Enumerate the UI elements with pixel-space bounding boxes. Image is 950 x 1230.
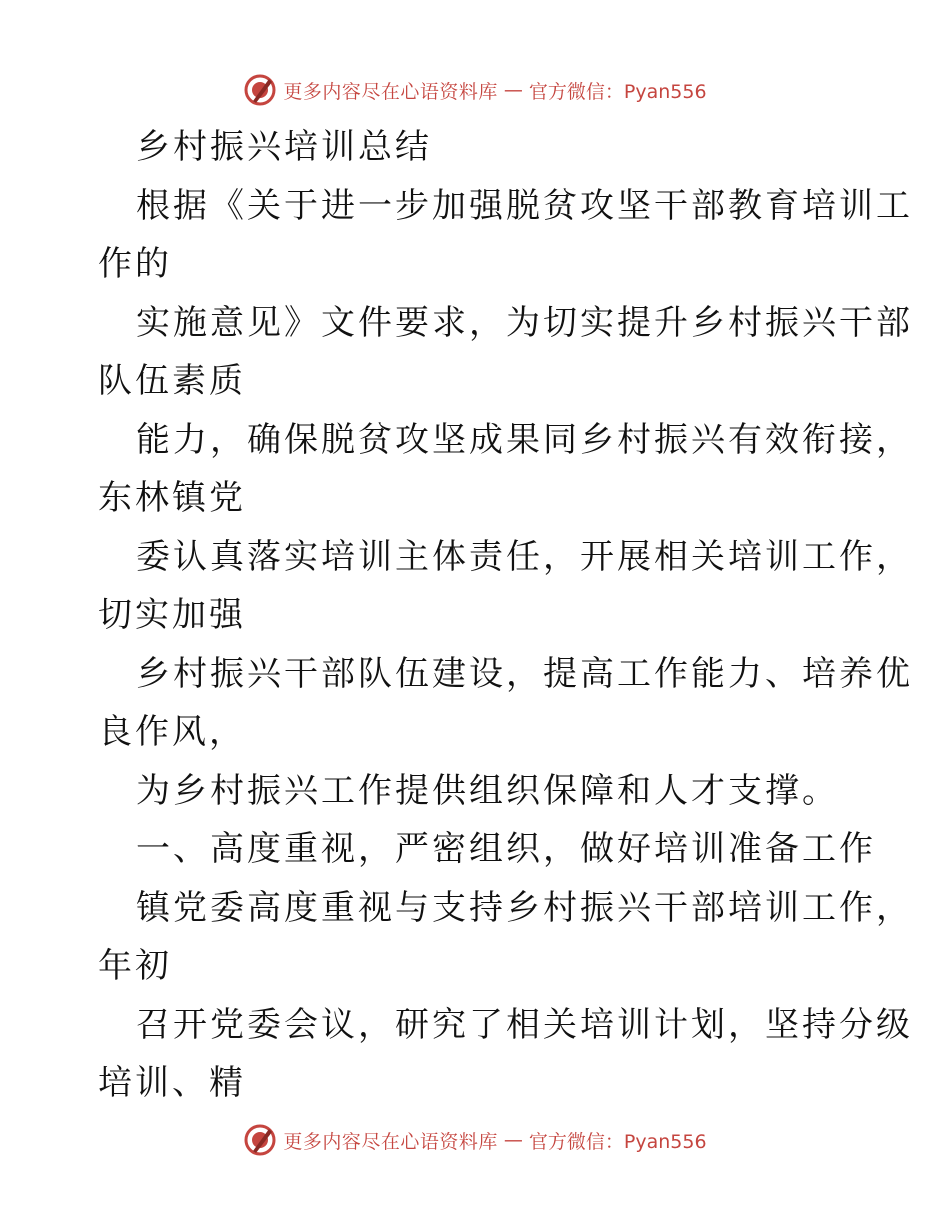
paragraph-line: 年初	[98, 946, 172, 986]
watermark-account: 官方微信：Pyan556	[528, 1130, 707, 1153]
paragraph-line: 东林镇党	[98, 478, 246, 518]
paragraph-line: 队伍素质	[98, 361, 246, 401]
paragraph-line: 为乡村振兴工作提供组织保障和人才支撑。	[136, 770, 839, 811]
watermark-account: 官方微信：Pyan556	[528, 80, 707, 103]
quill-logo-icon	[243, 73, 277, 107]
document-body	[98, 118, 913, 1113]
paragraph-line: 实施意见》文件要求，为切实提升乡村振兴干部	[136, 302, 913, 343]
watermark-text: 更多内容尽在心语资料库	[283, 1130, 498, 1153]
watermark-separator: —	[503, 79, 523, 101]
watermark-separator: —	[503, 1129, 523, 1151]
quill-logo-icon	[243, 1123, 277, 1157]
paragraph-line: 良作风，	[98, 712, 246, 752]
paragraph-line: 作的	[98, 244, 172, 284]
footer-watermark	[0, 1120, 950, 1160]
paragraph-line: 根据《关于进一步加强脱贫攻坚干部教育培训工	[136, 185, 913, 226]
paragraph-line: 培训、精	[98, 1063, 246, 1103]
section-heading: 一、高度重视，严密组织，做好培训准备工作	[136, 829, 876, 869]
header-watermark	[0, 70, 950, 110]
paragraph-line: 召开党委会议，研究了相关培训计划，坚持分级	[136, 1004, 913, 1045]
paragraph-line: 镇党委高度重视与支持乡村振兴干部培训工作，	[136, 887, 913, 928]
paragraph-line: 能力，确保脱贫攻坚成果同乡村振兴有效衔接，	[136, 419, 913, 460]
watermark-text: 更多内容尽在心语资料库	[283, 80, 498, 103]
paragraph-line: 切实加强	[98, 595, 246, 635]
paragraph-line: 委认真落实培训主体责任，开展相关培训工作，	[136, 536, 913, 577]
paragraph-line: 乡村振兴干部队伍建设，提高工作能力、培养优	[136, 653, 913, 694]
document-title: 乡村振兴培训总结	[136, 127, 432, 167]
